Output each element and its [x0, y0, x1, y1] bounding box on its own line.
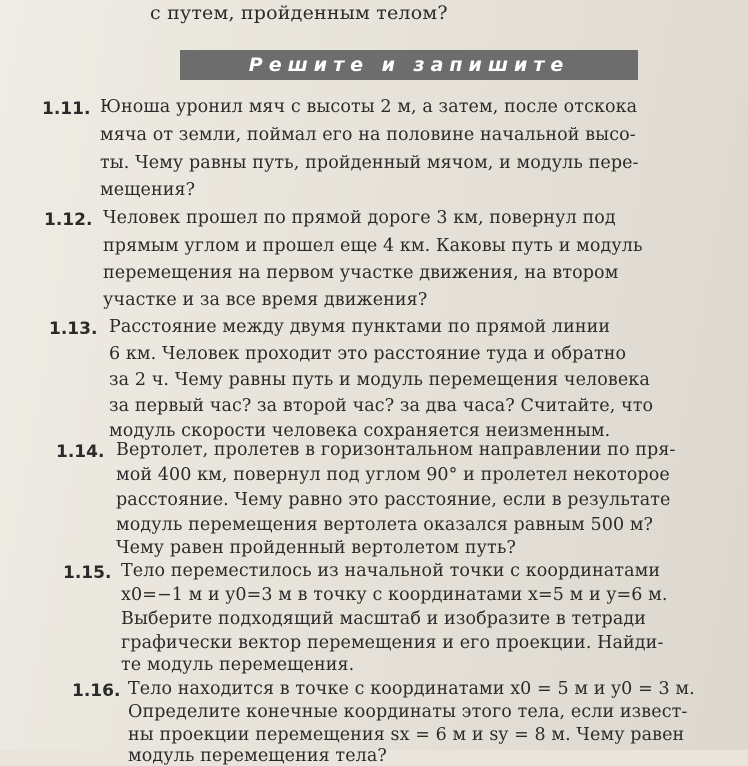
problem-number: 1.12. — [44, 210, 93, 230]
problem-text-line: за 2 ч. Чему равны путь и модуль перемещения человека — [109, 370, 650, 390]
problem-text-line: Чему равен пройденный вертолетом путь? — [116, 538, 516, 558]
problem-number: 1.15. — [63, 563, 112, 583]
problem-text-line: модуль перемещения тела? — [128, 746, 387, 766]
problem-text-line: за первый час? за второй час? за два часа? Считайте, что — [109, 396, 654, 416]
problem-text-line: участке и за все время движения? — [103, 290, 428, 310]
problem-text-line: Тело переместилось из начальной точки с координатами — [121, 561, 661, 581]
problem-number: 1.14. — [56, 442, 105, 462]
problem-number: 1.13. — [49, 319, 98, 339]
previous-question-tail: с путем, пройденным телом? — [150, 2, 448, 24]
problem-text-line — [121, 585, 668, 605]
problem-text-line: те модуль перемещения. — [121, 655, 355, 675]
problem-text-line: мой 400 км, повернул под углом 90° и пролетел некоторое — [116, 465, 670, 485]
problem-text-line: Вертолет, пролетев в горизонтальном направлении по пря- — [116, 440, 676, 460]
problem-text-line-formula: x0=−1 м и y0=3 м в точку с координатами x=5 м и y=6 м. — [121, 585, 668, 605]
problem-text-line: перемещения на первом участке движения, на втором — [103, 263, 619, 283]
problem-text-line: мещения? — [100, 180, 196, 200]
problem-text-line: модуль скорости человека сохраняется неизменным. — [109, 421, 611, 441]
problem-number: 1.16. — [72, 681, 121, 701]
problem-text-line: прямым углом и прошел еще 4 км. Каковы путь и модуль — [103, 236, 643, 256]
problem-text-line: ны проекции перемещения sx = 6 м и sy = 8 м. Чему равен — [128, 725, 685, 745]
problem-number: 1.11. — [42, 99, 91, 119]
problem-text-line: расстояние. Чему равно это расстояние, если в результате — [116, 490, 671, 510]
problem-text-line: Человек прошел по прямой дороге 3 км, повернул под — [103, 208, 616, 228]
section-banner-label: Решите и запишите — [248, 54, 570, 76]
problem-text-line: модуль перемещения вертолета оказался равным 500 м? — [116, 515, 654, 535]
problem-text-line: графически вектор перемещения и его проекции. Найди- — [121, 633, 664, 653]
problem-text-line: мяча от земли, поймал его на половине начальной высо- — [100, 125, 636, 145]
problem-text-line: ты. Чему равны путь, пройденный мячом, и модуль пере- — [100, 153, 639, 173]
problem-text-line: Юноша уронил мяч с высоты 2 м, а затем, после отскока — [100, 97, 638, 117]
problem-text-line: 6 км. Человек проходит это расстояние туда и обратно — [109, 344, 627, 364]
problem-text-line: Определите конечные координаты этого тела, если извест- — [128, 702, 688, 722]
problem-text-line: Тело находится в точке с координатами x0 = 5 м и y0 = 3 м. — [128, 679, 695, 699]
problem-text-line: Выберите подходящий масштаб и изобразите в тетради — [121, 609, 646, 629]
problem-text-line: Расстояние между двумя пунктами по прямой линии — [109, 317, 611, 337]
section-banner — [180, 50, 638, 80]
